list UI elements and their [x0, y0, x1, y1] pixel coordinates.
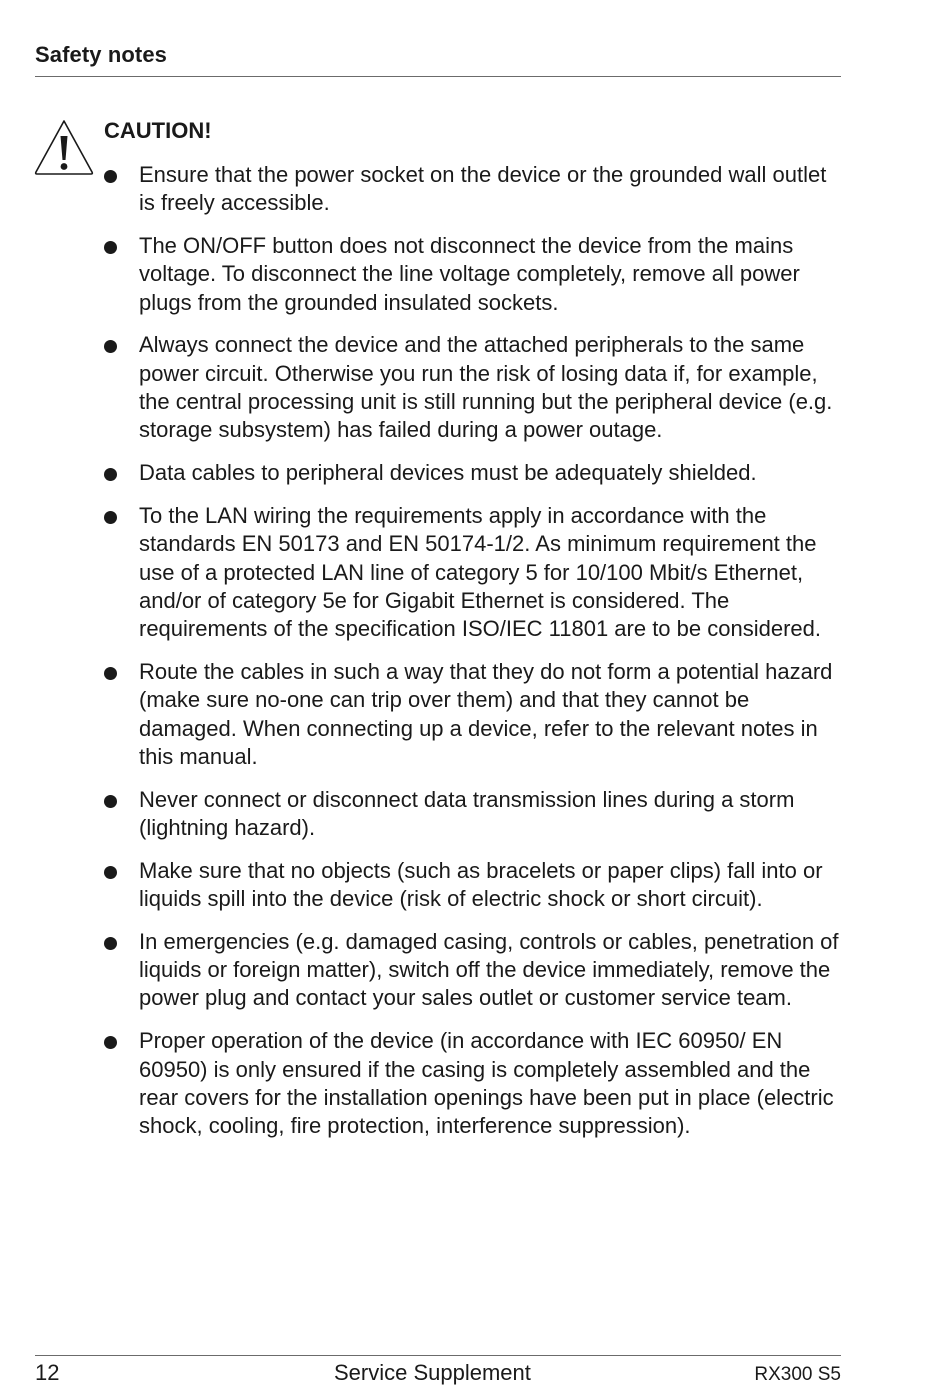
- page-header-title: Safety notes: [35, 42, 168, 67]
- note-text: To the LAN wiring the requirements apply in accordance with the standards EN 50173 and EN 50174-1/2. As minimum requirement the use of a protected LAN line of category 5 for 10/100 Mbit/s Ethernet, and/or of category 5e for Gigabit Ethernet is considered. The requirements of the specification ISO/IEC 11801 are to be considered.: [139, 502, 821, 642]
- header-divider: [35, 76, 841, 77]
- bullet-icon: [104, 866, 117, 879]
- list-item: [104, 161, 846, 218]
- bullet-icon: [104, 340, 117, 353]
- note-text: Make sure that no objects (such as bracelets or paper clips) fall into or liquids spill into the device (risk of electric shock or short circuit).: [139, 857, 823, 912]
- bullet-icon: [104, 468, 117, 481]
- list-item: [104, 232, 846, 317]
- document-title: Service Supplement: [334, 1360, 531, 1385]
- note-text: Route the cables in such a way that they do not form a potential hazard (make sure no-one can trip over them) and that they cannot be damaged. When connecting up a device, refer to the relevant notes in this manual.: [139, 658, 833, 769]
- list-item: [104, 786, 846, 843]
- note-text: Always connect the device and the attached peripherals to the same power circuit. Otherwise you run the risk of losing data if, for example, the central processing unit is still running but the peripheral device (e.g. storage subsystem) has failed during a power outage.: [139, 332, 833, 443]
- note-text: Data cables to peripheral devices must be adequately shielded.: [139, 460, 757, 486]
- model-name: RX300 S5: [754, 1364, 841, 1385]
- bullet-icon: [104, 241, 117, 254]
- list-item: [104, 331, 846, 444]
- bullet-icon: [104, 1036, 117, 1049]
- list-item: [104, 658, 846, 771]
- bullet-icon: [104, 170, 117, 183]
- note-text: The ON/OFF button does not disconnect the device from the mains voltage. To disconnect the line voltage completely, remove all power plugs from the grounded insulated sockets.: [139, 233, 800, 315]
- bullet-icon: [104, 937, 117, 950]
- warning-triangle-icon: [33, 118, 95, 176]
- bullet-icon: [104, 667, 117, 680]
- list-item: [104, 502, 846, 643]
- list-item: [104, 459, 846, 487]
- caution-heading: CAUTION!: [104, 118, 212, 143]
- note-text: Ensure that the power socket on the device or the grounded wall outlet is freely accessible.: [139, 162, 827, 216]
- list-item: [104, 928, 846, 1013]
- safety-notes-list: [104, 161, 846, 1155]
- list-item: [104, 1027, 846, 1140]
- page-number: 12: [35, 1360, 60, 1385]
- bullet-icon: [104, 795, 117, 808]
- footer-divider: [35, 1355, 841, 1356]
- note-text: In emergencies (e.g. damaged casing, controls or cables, penetration of liquids or foreign matter), switch off the device immediately, remove the power plug and contact your sales outlet or customer service team.: [139, 928, 839, 1011]
- note-text: Proper operation of the device (in accordance with IEC 60950/ EN 60950) is only ensured if the casing is completely assembled and the rear covers for the installation openings have been put in place (electric shock, cooling, fire protection, interference suppression).: [139, 1028, 834, 1139]
- bullet-icon: [104, 511, 117, 524]
- note-text: Never connect or disconnect data transmission lines during a storm (lightning hazard).: [139, 786, 795, 840]
- list-item: [104, 857, 846, 914]
